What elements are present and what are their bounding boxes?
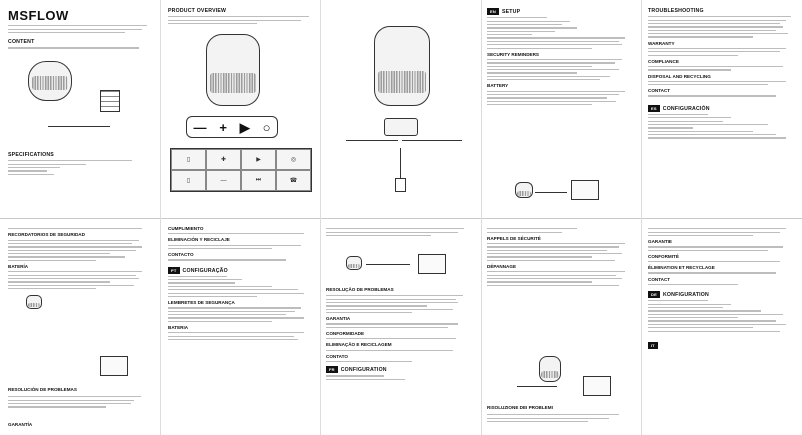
control-buttons-diagram bbox=[186, 116, 278, 138]
product-overview-heading: PRODUCT OVERVIEW bbox=[168, 8, 227, 14]
garantia-pt-heading: GARANTIA bbox=[326, 316, 351, 322]
resolucao-heading: RESOLUÇÃO DE PROBLEMAS bbox=[326, 287, 394, 292]
cable-line bbox=[400, 148, 401, 178]
speaker-small-illustration bbox=[26, 295, 42, 309]
fold-line bbox=[641, 0, 642, 435]
plus-icon: + bbox=[219, 119, 227, 135]
usb-plug-icon bbox=[395, 178, 406, 192]
disposal-heading: DISPOSAL AND RECYCLING bbox=[648, 73, 711, 79]
port-closeup bbox=[384, 118, 418, 136]
speaker-small-illustration bbox=[346, 256, 362, 270]
power-icon: ○ bbox=[262, 119, 271, 135]
language-badge: PT bbox=[168, 267, 180, 274]
setup-diagram-panel bbox=[326, 8, 476, 213]
configuration-fr-heading: CONFIGURATION bbox=[340, 367, 387, 374]
contato-heading: CONTATO bbox=[326, 353, 348, 359]
fold-line bbox=[481, 0, 482, 435]
eliminacao-heading: ELIMINAÇÃO E RECICLAGEM bbox=[326, 342, 392, 348]
resolucion-heading: RESOLUCIÓN DE PROBLEMAS bbox=[8, 387, 77, 392]
horizontal-fold bbox=[0, 218, 802, 219]
configuracao-heading: CONFIGURAÇÃO bbox=[182, 267, 228, 274]
fold-line bbox=[160, 0, 161, 435]
spanish-compliance-panel bbox=[168, 226, 316, 431]
language-badge: DE bbox=[648, 291, 660, 298]
seguridad-heading: RECORDATORIOS DE SEGURIDAD bbox=[8, 232, 85, 238]
warranty-heading: WARRANTY bbox=[648, 40, 675, 46]
speaker-small-illustration bbox=[515, 182, 533, 198]
troubleshooting-panel bbox=[648, 8, 798, 213]
eliminacion-heading: ELIMINACIÓN Y RECICLAJE bbox=[168, 237, 230, 243]
compliance-heading: COMPLIANCE bbox=[648, 58, 679, 64]
conformite-heading: CONFORMITÉ bbox=[648, 253, 679, 259]
bateria-pt-heading: BATERIA bbox=[168, 325, 189, 330]
conformidade-heading: CONFORMIDADE bbox=[326, 331, 365, 336]
language-badge: ES bbox=[648, 105, 660, 112]
minus-icon: — bbox=[193, 119, 207, 135]
contact-heading: CONTACT bbox=[648, 88, 671, 94]
garantie-heading: GARANTIE bbox=[648, 239, 672, 245]
tv-illustration bbox=[571, 180, 599, 200]
depannage-heading: DÉPANNAGE bbox=[487, 264, 517, 269]
fold-line bbox=[320, 0, 321, 435]
speaker-side-illustration bbox=[374, 26, 430, 106]
cable-line bbox=[366, 264, 410, 265]
content-heading: CONTENT bbox=[8, 39, 35, 46]
configuracion-heading: CONFIGURACIÓN bbox=[662, 105, 710, 112]
specifications-heading: SPECIFICATIONS bbox=[8, 152, 54, 158]
contact-fr-heading: CONTACT bbox=[648, 276, 671, 282]
battery-heading: BATTERY bbox=[487, 83, 509, 89]
product-overview-panel bbox=[168, 8, 316, 213]
tv-illustration bbox=[100, 356, 128, 376]
elimination-heading: ÉLIMINATION ET RECYCLAGE bbox=[648, 265, 715, 271]
cable-line bbox=[535, 192, 567, 193]
setup-heading: SETUP bbox=[501, 9, 521, 15]
language-badge: FR bbox=[326, 366, 338, 373]
speaker-illustration bbox=[28, 61, 72, 101]
bateria-heading: BATERÍA bbox=[8, 264, 29, 269]
speaker-front-illustration bbox=[206, 34, 260, 106]
security-heading: SECURITY REMINDERS bbox=[487, 51, 539, 57]
cumplimiento-heading: CUMPLIMIENTO bbox=[168, 226, 204, 231]
securite-heading: RAPPELS DE SÉCURITÉ bbox=[487, 235, 541, 241]
cover-panel bbox=[8, 8, 154, 213]
german-panel bbox=[648, 226, 798, 431]
play-icon: ▶ bbox=[239, 119, 250, 135]
troubleshooting-heading: TROUBLESHOOTING bbox=[648, 8, 704, 14]
french-panel bbox=[487, 226, 637, 431]
garantia-heading: GARANTÍA bbox=[8, 422, 33, 427]
setup-text-panel bbox=[487, 8, 637, 213]
function-table: ▯ ✚ ▶ ◎ ▯ — ⏭ ☎ bbox=[170, 148, 312, 192]
brand-title: MSFLOW bbox=[8, 8, 69, 23]
konfiguration-heading: KONFIGURATION bbox=[662, 292, 709, 298]
spanish-safety-panel bbox=[8, 226, 154, 431]
contacto-heading: CONTACTO bbox=[168, 252, 194, 258]
speaker-small-illustration bbox=[539, 356, 561, 382]
tv-illustration bbox=[418, 254, 446, 274]
language-badge: IT bbox=[648, 342, 658, 349]
risoluzione-heading: RISOLUZIONE DEI PROBLEMI bbox=[487, 405, 553, 410]
cable-line bbox=[402, 140, 462, 141]
usb-cable-illustration bbox=[48, 126, 110, 127]
cable-line bbox=[346, 140, 398, 141]
portuguese-troubleshooting-panel bbox=[326, 226, 476, 431]
manual-booklet-icon bbox=[100, 90, 120, 112]
language-badge: EN bbox=[487, 8, 499, 15]
lembretes-heading: LEMBRETES DE SEGURANÇA bbox=[168, 300, 235, 306]
cable-line bbox=[517, 386, 557, 387]
tv-illustration bbox=[583, 376, 611, 396]
